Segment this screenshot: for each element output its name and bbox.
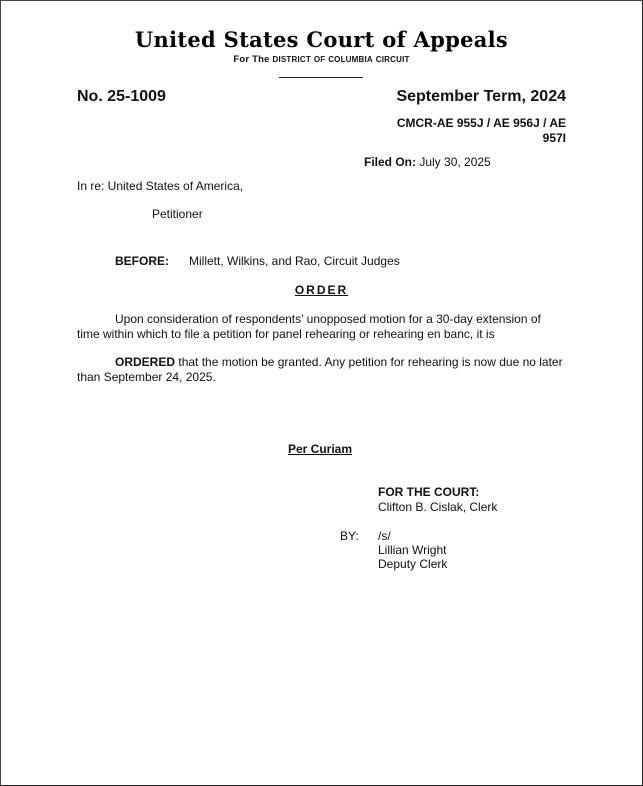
circuit-prefix: For The [233, 54, 270, 65]
deputy-clerk-name: Lillian Wright [378, 543, 447, 557]
signature-mark: /s/ [378, 529, 391, 543]
ordered-label: ORDERED [115, 355, 176, 369]
order-paragraph-consideration [77, 312, 566, 341]
clerk-name: Clifton B. Cislak, Clerk [378, 500, 498, 514]
header-divider [279, 77, 363, 78]
court-term: September Term, 2024 [396, 88, 566, 105]
order-heading: ORDER [294, 283, 349, 297]
deputy-clerk-title: Deputy Clerk [378, 557, 448, 571]
order-paragraph-ordered [77, 355, 566, 384]
circuit-word-of: OF [313, 55, 326, 64]
panel-label: BEFORE: [115, 254, 169, 268]
filed-on-label: Filed On: [364, 155, 416, 169]
filed-on [364, 155, 491, 169]
circuit-word-circuit: CIRCUIT [375, 55, 410, 64]
paragraph1-text: Upon consideration of respondents’ unopposed motion for a 30-day extension of time within which to file a petition for panel rehearing or rehearing en banc, it is [77, 312, 541, 341]
per-curiam: Per Curiam [288, 442, 353, 456]
circuit-subtitle [0, 54, 643, 65]
filed-on-date: July 30, 2025 [419, 155, 491, 169]
court-title: United States Court of Appeals [134, 27, 509, 52]
case-number: No. 25-1009 [77, 88, 166, 105]
party-role: Petitioner [152, 207, 203, 221]
by-label: BY: [340, 529, 359, 543]
circuit-word-district: DISTRICT [272, 55, 311, 64]
paragraph2-text: that the motion be granted. Any petition for rehearing is now due no later than September 24, 2025. [77, 355, 563, 384]
circuit-word-columbia: COLUMBIA [328, 55, 373, 64]
in-re-caption: In re: United States of America, [77, 179, 244, 193]
lower-court-reference: CMCR-AE 955J / AE 956J / AE 957I [396, 116, 566, 145]
panel-judges: Millett, Wilkins, and Rao, Circuit Judges [189, 254, 400, 268]
for-the-court: FOR THE COURT: [378, 485, 480, 499]
